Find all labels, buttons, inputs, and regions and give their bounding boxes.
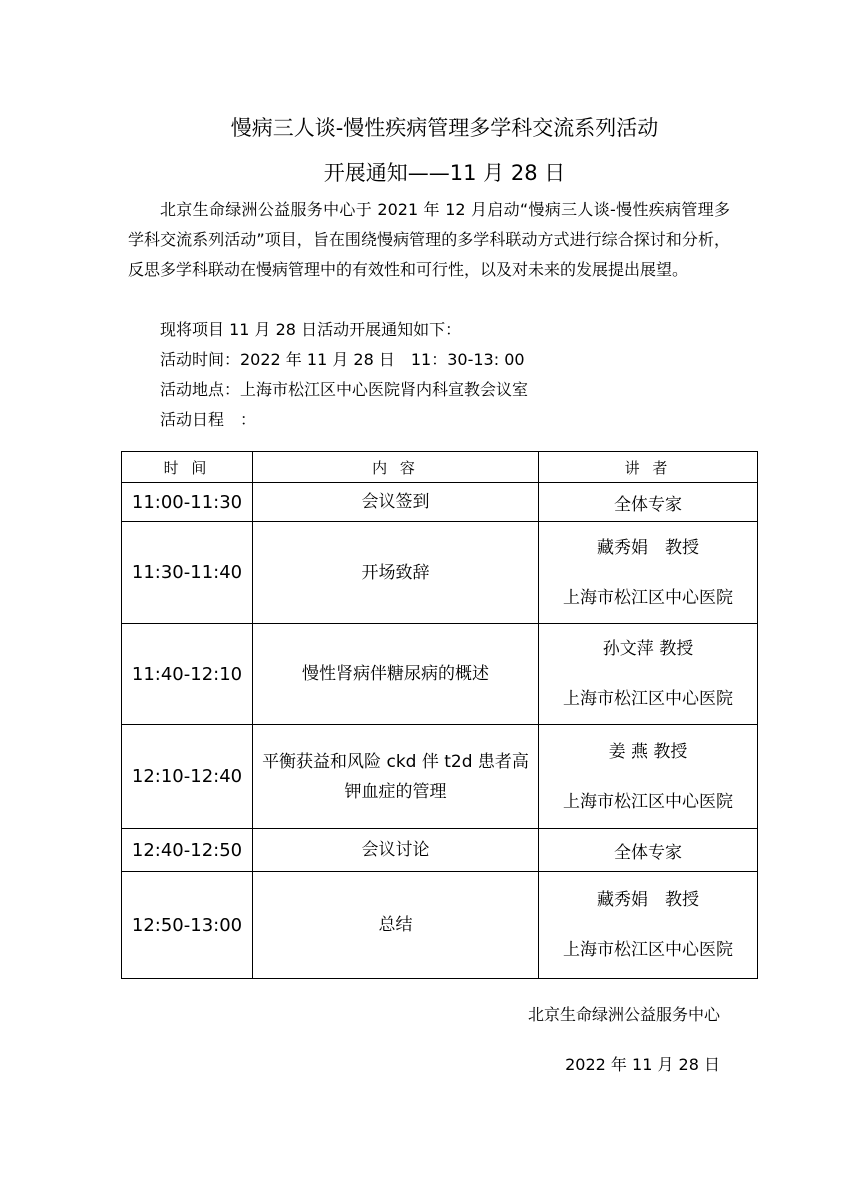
speaker-organization: 上海市松江区中心医院 xyxy=(563,791,733,812)
speaker-name: 姜 燕 教授 xyxy=(608,741,688,762)
content-cell xyxy=(253,522,539,624)
speaker-cell xyxy=(539,725,758,829)
speaker-cell xyxy=(539,829,758,872)
header-speaker: 讲 者 xyxy=(539,452,758,483)
intro-paragraph: 北京生命绿洲公益服务中心于 2021 年 12 月启动“慢病三人谈-慢性疾病管理多学科交流系列活动”项目，旨在围绕慢病管理的多学科联动方式进行综合探讨和分析，反思多学科联动在慢病管理中的有效性和可行性，以及对未来的发展提出展望。 xyxy=(128,200,730,279)
time-cell: 12:10-12:40 xyxy=(122,725,253,829)
notice-line: 现将项目 11 月 28 日活动开展通知如下： xyxy=(160,320,462,339)
table-row xyxy=(122,725,758,829)
content-text: 平衡获益和风险 ckd 伴 t2d 患者高钾血症的管理 xyxy=(262,751,529,802)
time-cell: 11:00-11:30 xyxy=(122,483,253,522)
speaker-name: 孙文萍 教授 xyxy=(602,639,694,659)
header-content: 内 容 xyxy=(253,452,539,483)
content-cell xyxy=(253,872,539,979)
signature-organization: 北京生命绿洲公益服务中心 xyxy=(527,1005,720,1024)
content-text: 慢性肾病伴糖尿病的概述 xyxy=(302,664,489,684)
content-cell xyxy=(253,829,539,872)
content-text: 会议签到 xyxy=(361,492,430,512)
speaker-name: 全体专家 xyxy=(614,494,682,515)
schedule-table xyxy=(121,451,758,979)
table-row xyxy=(122,624,758,725)
signature-date: 2022 年 11 月 28 日 xyxy=(565,1055,720,1074)
speaker-cell xyxy=(539,522,758,624)
time-cell: 11:40-12:10 xyxy=(122,624,253,725)
speaker-cell xyxy=(539,624,758,725)
table-row xyxy=(122,829,758,872)
time-cell: 11:30-11:40 xyxy=(122,522,253,624)
content-text: 会议讨论 xyxy=(361,840,430,860)
content-text: 总结 xyxy=(378,915,413,935)
speaker-name: 藏秀娟 教授 xyxy=(597,890,699,910)
speaker-cell xyxy=(539,872,758,979)
document-title-line-2: 开展通知——11 月 28 日 xyxy=(323,161,566,185)
time-cell: 12:50-13:00 xyxy=(122,872,253,979)
event-location-line: 活动地点：上海市松江区中心医院肾内科宣教会议室 xyxy=(160,380,529,399)
event-time-line: 活动时间：2022 年 11 月 28 日 11：30-13: 00 xyxy=(160,350,525,369)
table-header-row xyxy=(122,452,758,483)
content-cell xyxy=(253,483,539,522)
speaker-name: 藏秀娟 教授 xyxy=(597,537,699,558)
speaker-organization: 上海市松江区中心医院 xyxy=(563,940,733,960)
speaker-cell xyxy=(539,483,758,522)
table-row xyxy=(122,872,758,979)
speaker-organization: 上海市松江区中心医院 xyxy=(563,587,733,608)
header-time: 时 间 xyxy=(122,452,253,483)
content-text: 开场致辞 xyxy=(361,562,430,583)
content-cell xyxy=(253,725,539,829)
table-row xyxy=(122,522,758,624)
content-cell xyxy=(253,624,539,725)
time-cell: 12:40-12:50 xyxy=(122,829,253,872)
document-title-line-1: 慢病三人谈-慢性疾病管理多学科交流系列活动 xyxy=(230,116,659,140)
speaker-name: 全体专家 xyxy=(614,842,682,863)
agenda-label: 活动日程 ： xyxy=(160,410,257,429)
table-row xyxy=(122,483,758,522)
speaker-organization: 上海市松江区中心医院 xyxy=(563,689,733,709)
